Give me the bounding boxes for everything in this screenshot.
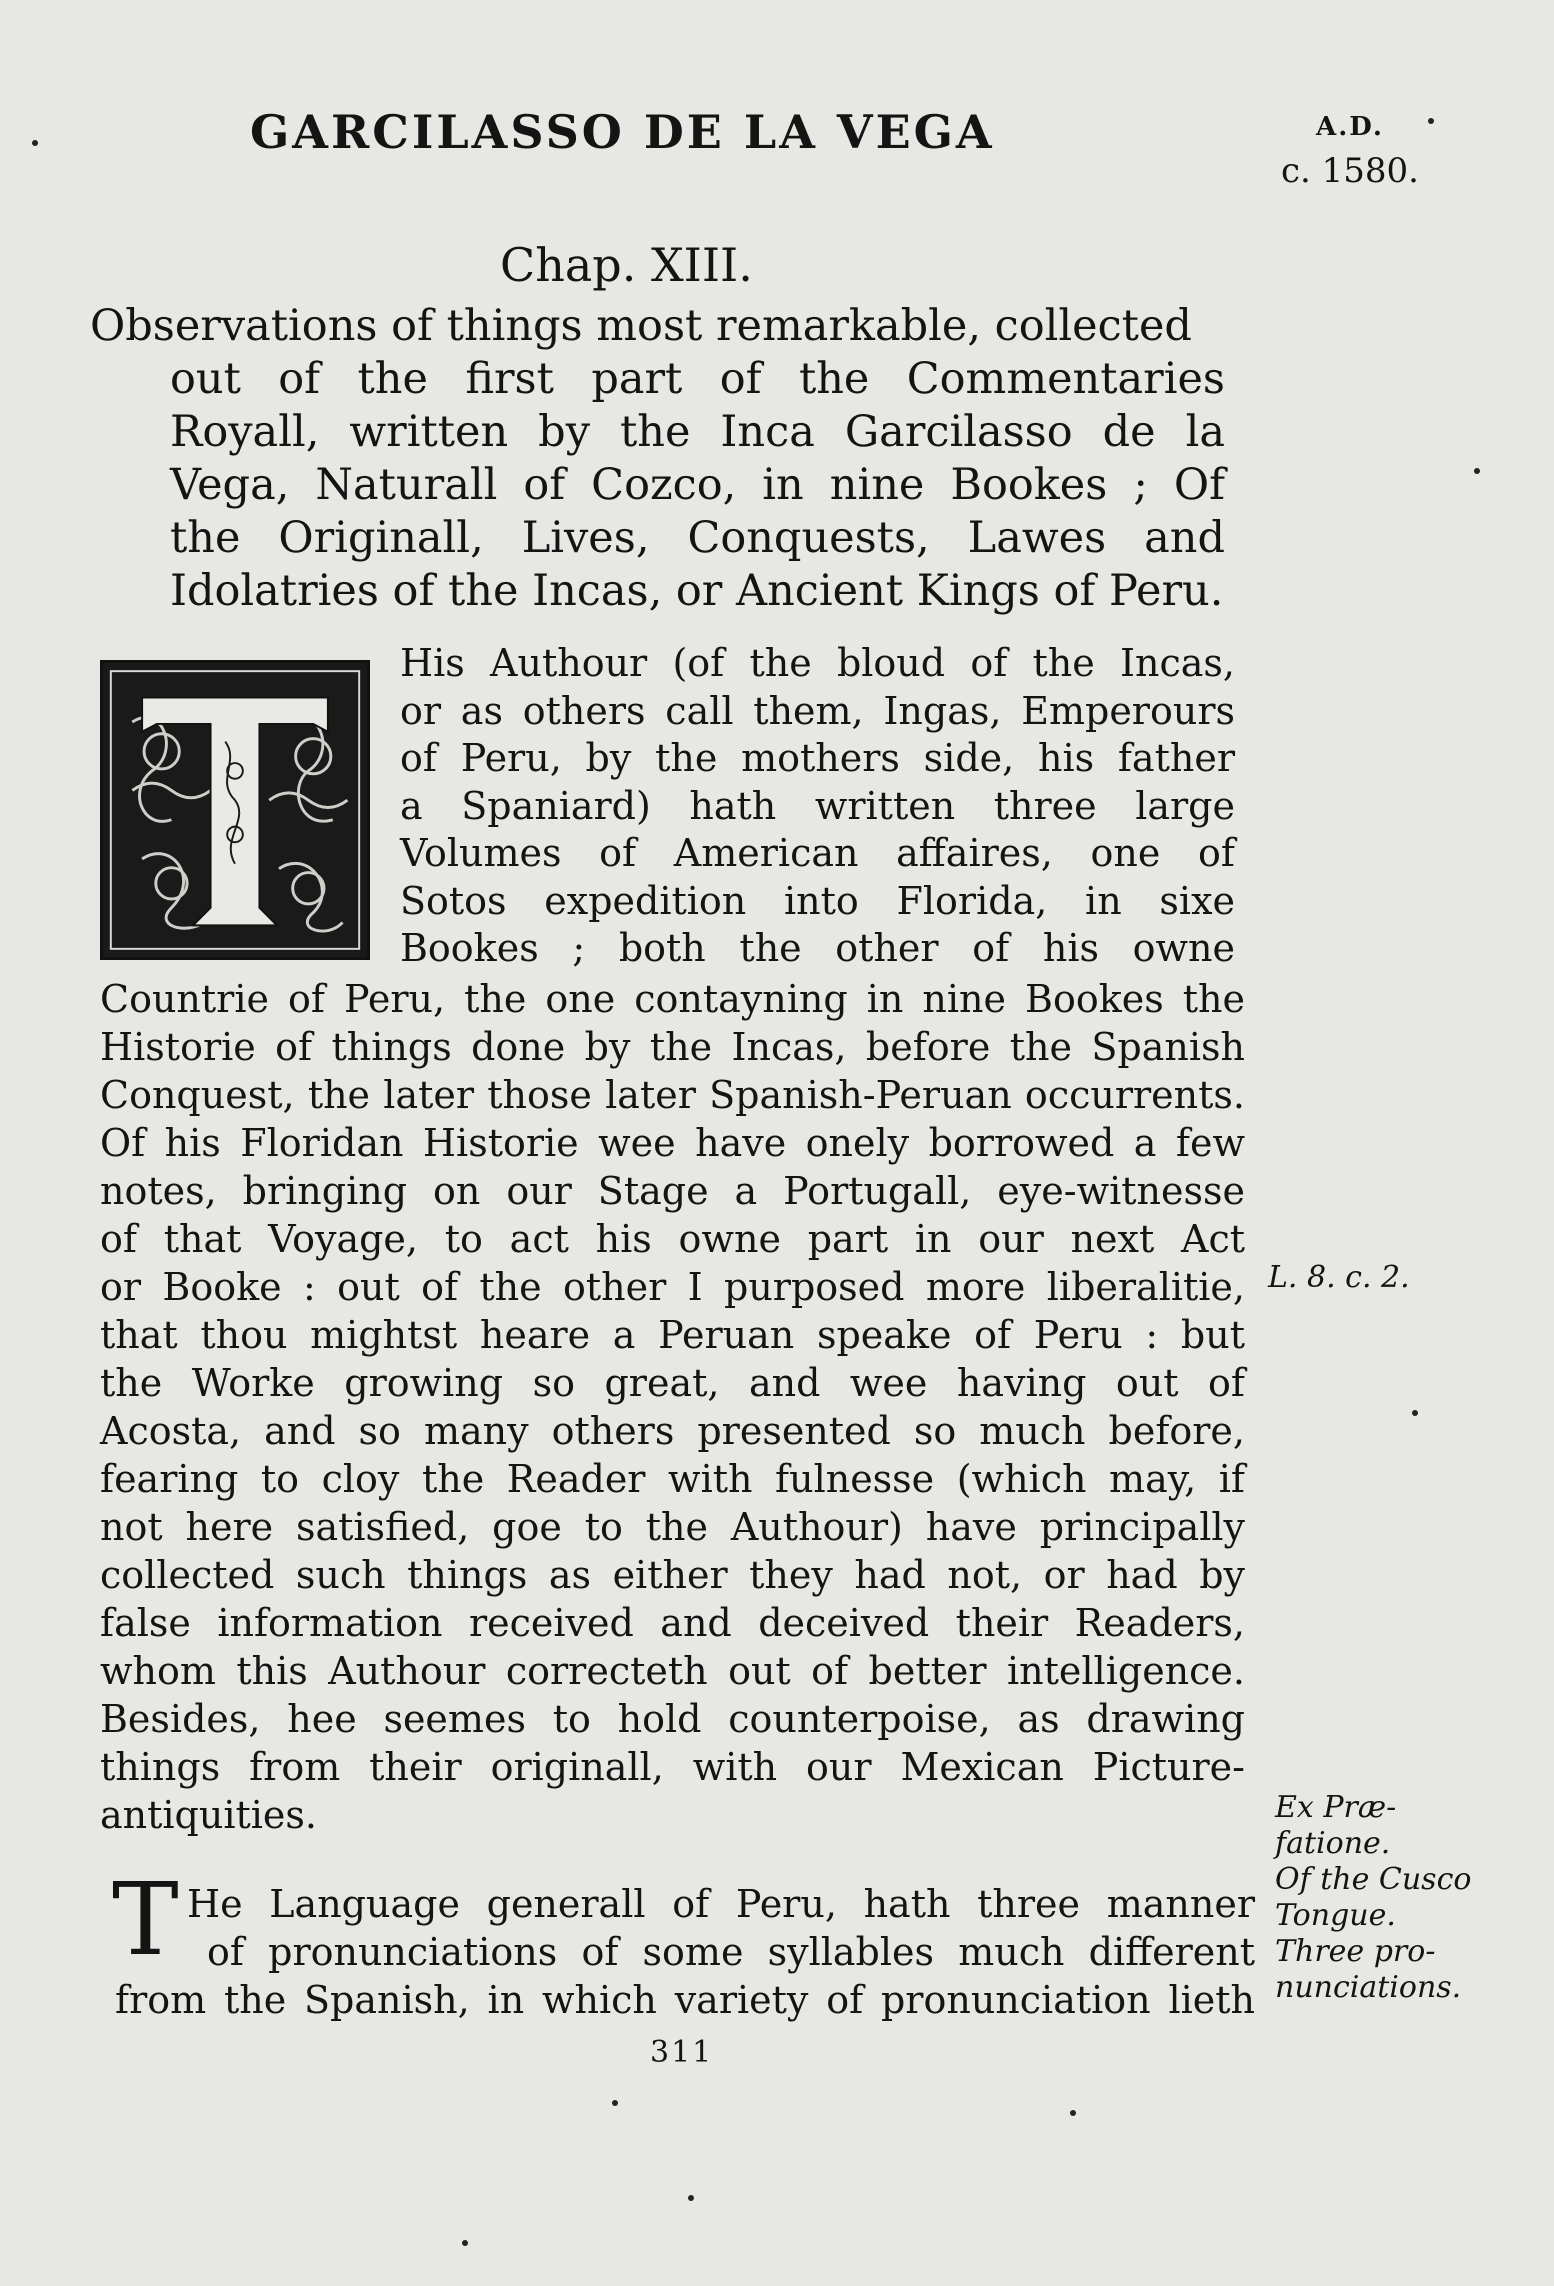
text-line: notes, bringing on our Stage a Portugall, eye-witnesse xyxy=(100,1169,1245,1213)
text-line: things from their originall, with our Mexican Picture- xyxy=(100,1745,1245,1789)
drop-cap: T xyxy=(112,1861,179,1978)
text-line: of that Voyage, to act his owne part in our next Act xyxy=(100,1217,1245,1261)
text-line: Of his Floridan Historie wee have onely borrowed a few xyxy=(100,1121,1245,1165)
margin-line: Tongue. xyxy=(1275,1898,1396,1933)
heading-line: Royall, written by the Inca Garcilasso de la xyxy=(170,407,1225,457)
ornamental-initial xyxy=(100,660,370,960)
paragraph1-top xyxy=(400,640,1235,973)
text-line: of Peru, by the mothers side, his father xyxy=(400,736,1235,780)
text-line: His Authour (of the bloud of the Incas, xyxy=(400,641,1235,685)
margin-line: Ex Præ- xyxy=(1275,1790,1397,1825)
text-line: Acosta, and so many others presented so much before, xyxy=(100,1409,1245,1453)
page-number: 311 xyxy=(650,2035,714,2070)
floral-initial-icon xyxy=(103,663,367,957)
paragraph2 xyxy=(112,1861,1255,2024)
running-title: GARCILASSO DE LA VEGA xyxy=(250,105,995,159)
margin-note-cusco-tongue xyxy=(1275,1862,1471,1934)
text-line: that thou mightst heare a Peruan speake of Peru : but xyxy=(100,1313,1245,1357)
text-line: Sotos expedition into Florida, in sixe xyxy=(400,878,1235,923)
text-line: He Language generall of Peru, hath three manner xyxy=(187,1882,1255,1926)
dust-speck xyxy=(688,2195,694,2201)
text-line: Bookes ; both the other of his owne xyxy=(400,926,1235,970)
chapter-heading xyxy=(90,300,1225,618)
dust-speck xyxy=(1070,2110,1076,2116)
margin-line: Of the Cusco xyxy=(1275,1862,1472,1897)
date-note xyxy=(1270,105,1430,193)
date-year: c. 1580. xyxy=(1281,151,1419,191)
text-line: or Booke : out of the other I purposed more liberalitie, xyxy=(100,1265,1245,1309)
chapter-label: Chap. XIII. xyxy=(500,238,753,292)
margin-line: fatione. xyxy=(1275,1826,1391,1861)
date-ad: A.D. xyxy=(1316,112,1384,142)
text-line: whom this Authour correcteth out of better intelligence. xyxy=(100,1649,1245,1693)
text-line: Conquest, the later those later Spanish-Peruan occurrents. xyxy=(100,1073,1245,1117)
heading-line: out of the first part of the Commentaries xyxy=(170,354,1225,404)
text-line: collected such things as either they had not, or had by xyxy=(100,1553,1245,1597)
text-line: false information received and deceived their Readers, xyxy=(100,1601,1245,1645)
dust-speck xyxy=(32,140,38,146)
margin-line: nunciations. xyxy=(1275,1970,1462,2005)
margin-note-pronunciations xyxy=(1275,1934,1461,2006)
text-line: fearing to cloy the Reader with fulnesse (which may, if xyxy=(100,1457,1245,1501)
heading-line: the Originall, Lives, Conquests, Lawes and xyxy=(170,513,1225,563)
text-line: of pronunciations of some syllables much different xyxy=(207,1930,1255,1974)
text-line: Historie of things done by the Incas, before the Spanish xyxy=(100,1025,1245,1069)
text-line: antiquities. xyxy=(100,1793,317,1837)
text-line: the Worke growing so great, and wee having out of xyxy=(100,1361,1245,1405)
dust-speck xyxy=(1474,468,1480,474)
text-line: not here satisfied, goe to the Authour) have principally xyxy=(100,1505,1245,1549)
text-line: Volumes of American affaires, one of xyxy=(400,831,1235,875)
dust-speck xyxy=(612,2100,618,2106)
text-line: or as others call them, Ingas, Emperours xyxy=(400,688,1235,733)
margin-note-reference: L. 8. c. 2. xyxy=(1268,1260,1410,1295)
text-line: a Spaniard) hath written three large xyxy=(400,783,1235,828)
heading-line: Vega, Naturall of Cozco, in nine Bookes ; Of xyxy=(170,460,1225,510)
margin-note-ex-praefatione xyxy=(1275,1790,1396,1862)
text-line: from the Spanish, in which variety of pronunciation lieth xyxy=(115,1978,1255,2022)
dust-speck xyxy=(1412,1410,1418,1416)
text-line: Countrie of Peru, the one contayning in nine Bookes the xyxy=(100,977,1245,1021)
text-line: Besides, hee seemes to hold counterpoise, as drawing xyxy=(100,1697,1245,1741)
dust-speck xyxy=(1428,118,1434,124)
heading-line: Idolatries of the Incas, or Ancient Kings of Peru. xyxy=(170,566,1224,616)
paragraph1-body xyxy=(100,975,1245,1839)
heading-line: Observations of things most remarkable, collected xyxy=(90,301,1192,351)
dust-speck xyxy=(462,2240,468,2246)
margin-line: Three pro- xyxy=(1275,1934,1436,1969)
